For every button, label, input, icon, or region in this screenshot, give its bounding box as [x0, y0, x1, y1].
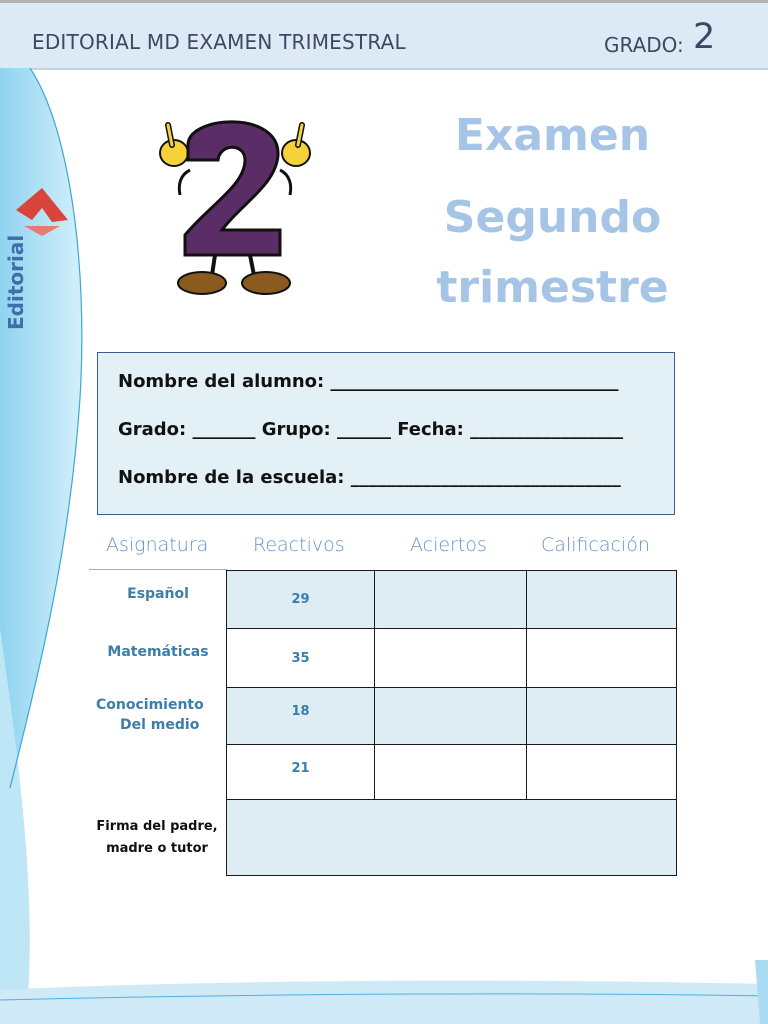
- header-divider: [89, 569, 227, 570]
- table-row: [227, 629, 677, 688]
- table-row: [227, 688, 677, 745]
- page-header: [0, 0, 768, 70]
- editorial-logo-text: Editorial: [4, 234, 28, 330]
- reactivos-cell: 35: [227, 629, 375, 688]
- reactivos-cell: 21: [227, 745, 375, 800]
- col-header-aciertos: Aciertos: [410, 534, 487, 556]
- aciertos-cell[interactable]: [375, 745, 527, 800]
- subject-label: Del medio: [120, 717, 200, 733]
- header-title: EDITORIAL MD EXAMEN TRIMESTRAL: [32, 30, 406, 54]
- reactivos-cell: 18: [227, 688, 375, 745]
- signature-cell[interactable]: [227, 800, 677, 876]
- grade-group-date-field[interactable]: Grado: _______ Grupo: ______ Fecha: _________________: [118, 419, 624, 440]
- table-row: [227, 571, 677, 629]
- reactivos-cell: 29: [227, 571, 375, 629]
- subject-label: Español: [127, 586, 189, 602]
- calificacion-cell[interactable]: [527, 688, 677, 745]
- subject-label: Matemáticas: [107, 644, 209, 660]
- calificacion-cell[interactable]: [527, 629, 677, 688]
- header-grade-label: GRADO:: [604, 33, 684, 57]
- col-header-calificacion: Calificación: [541, 534, 650, 556]
- col-header-reactivos: Reactivos: [253, 534, 345, 556]
- number-two-mascot: [150, 105, 320, 300]
- signature-label-line-1: Firma del padre,: [96, 819, 218, 834]
- hero-title-line-3: trimestre: [436, 262, 669, 313]
- calificacion-cell[interactable]: [527, 571, 677, 629]
- student-info-box: [97, 352, 675, 515]
- aciertos-cell[interactable]: [375, 629, 527, 688]
- subject-label: Conocimiento: [96, 697, 204, 713]
- hero-title-line-2: Segundo: [443, 192, 662, 243]
- aciertos-cell[interactable]: [375, 571, 527, 629]
- student-name-field[interactable]: Nombre del alumno: ________________________________: [118, 371, 619, 392]
- signature-label: [92, 816, 222, 860]
- school-name-field[interactable]: Nombre de la escuela: ______________________________: [118, 467, 621, 488]
- signature-row: [227, 800, 677, 876]
- hero-title-line-1: Examen: [454, 110, 651, 161]
- bottom-wave-decoration: [0, 960, 768, 1024]
- header-grade-value: 2: [693, 17, 716, 57]
- col-header-asignatura: Asignatura: [106, 534, 209, 556]
- signature-label-line-2: madre o tutor: [106, 841, 208, 856]
- table-row: [227, 745, 677, 800]
- calificacion-cell[interactable]: [527, 745, 677, 800]
- results-table: [226, 570, 677, 876]
- aciertos-cell[interactable]: [375, 688, 527, 745]
